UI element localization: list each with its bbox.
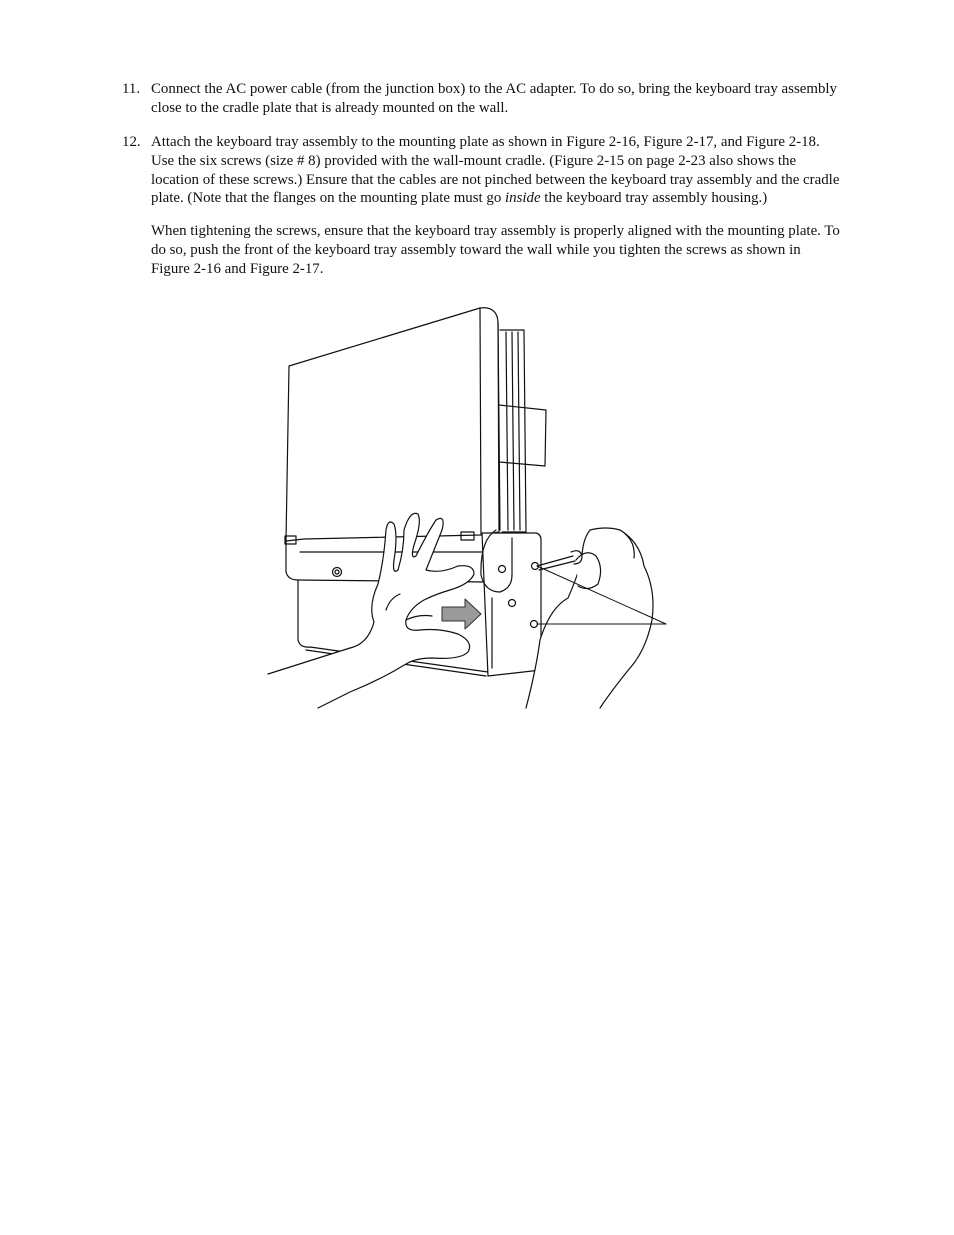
step-12 bbox=[122, 133, 842, 279]
step-text: Connect the AC power cable (from the junction box) to the AC adapter. To do so, bring the keyboard tray assembly close to the cradle plate that is already mounted on the wall. bbox=[151, 81, 837, 116]
mounting-illustration bbox=[262, 300, 682, 715]
right-hand bbox=[526, 528, 653, 708]
step-number: 12. bbox=[122, 134, 141, 150]
screwdriver-icon bbox=[537, 551, 582, 570]
step-body bbox=[151, 133, 842, 279]
push-arrow-icon bbox=[442, 599, 481, 629]
text-run: the keyboard tray assembly housing.) bbox=[540, 190, 768, 207]
step-11 bbox=[122, 80, 842, 118]
step-body bbox=[151, 80, 842, 118]
step-paragraph-2: When tightening the screws, ensure that the keyboard tray assembly is properly aligned with the mounting plate. To do so, push the front of the keyboard tray assembly toward the wall while you tighten the screws as shown in Figure 2-16 and Figure 2-17. bbox=[151, 223, 840, 277]
emphasis-text: inside bbox=[505, 190, 541, 207]
step-paragraph-1 bbox=[151, 133, 842, 208]
text-run: Attach the keyboard tray assembly to the mounting plate as shown in Figure 2-16, Figure 2-17, and Figure 2-18. Use the six screws (size # 8) provided with the wall-mount cradle. (Figure 2-15 on page 2-23 also shows the location of these screws.) Ensure that the cables are not pinched between the keyboard tray assembly and the cradle plate. (Note that the flanges on the mounting plate must go bbox=[151, 134, 840, 207]
step-number: 11. bbox=[122, 81, 141, 97]
